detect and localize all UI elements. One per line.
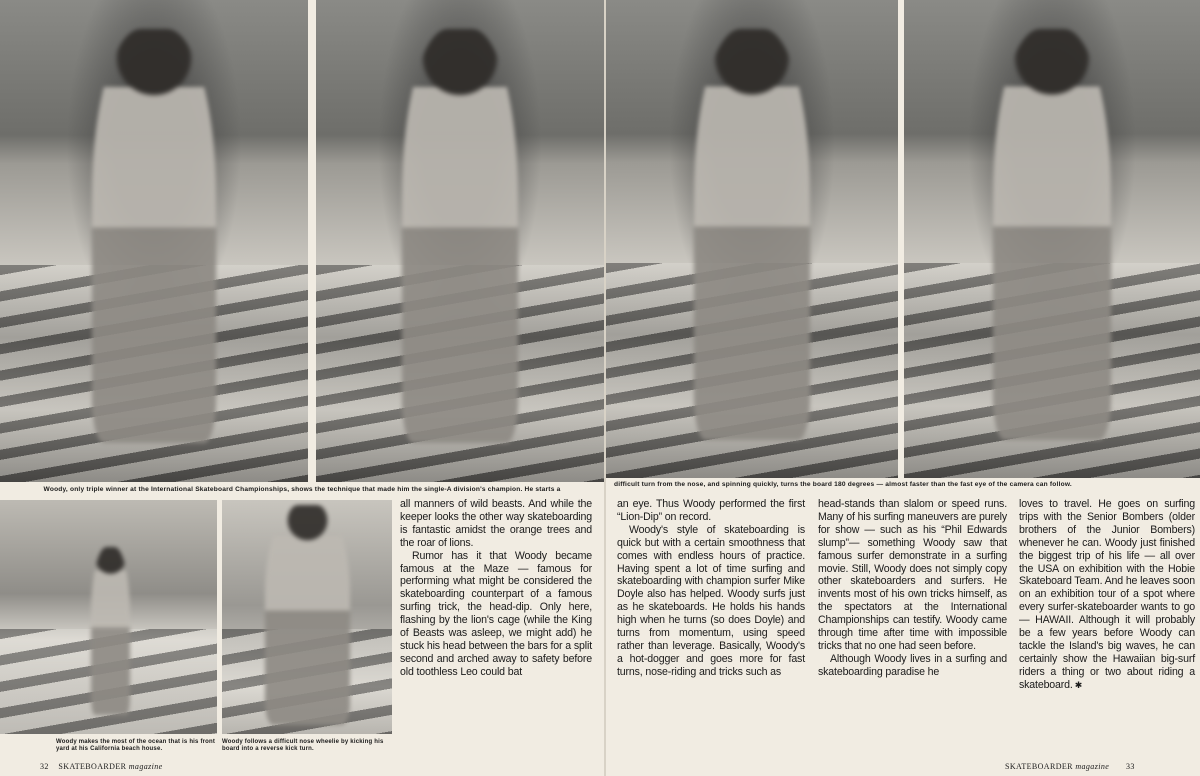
photo-nose-wheelie (222, 500, 392, 734)
page-number-left: 32 (40, 762, 49, 771)
skater-figure (694, 29, 811, 440)
paragraph (1019, 498, 1195, 692)
caption-ocean: Woody makes the most of the ocean that is his front yard at his California beach house. (56, 739, 216, 753)
paragraph: head-stands than slalom or speed runs. Many of his surfing maneuvers are purely for show — such as his “Phil Edwards slump”— something Woody saw that famous surfer demonstrate in a surfing movie. Still, Woody does not simply copy other skateboarders and surfers. He invents most of his own tricks himself, as the spectators at the International Championships can testify. Woody came through time after time with impossible tricks that no one had seen before. (818, 498, 1007, 652)
paragraph: an eye. Thus Woody performed the first “Lion-Dip” on record. (617, 498, 805, 523)
paragraph: all manners of wild beasts. And while the keeper looks the other way skateboarding is fantastic amidst the orange trees and the roar of lions. (400, 498, 592, 549)
photo-sequence-3 (606, 0, 898, 478)
photo-ocean (0, 500, 217, 734)
article-column-2 (617, 498, 805, 760)
skater-figure (265, 505, 350, 725)
photo-sequence-1 (0, 0, 308, 482)
page-gutter (604, 0, 606, 776)
caption-wheelie: Woody follows a difficult nose wheelie by kicking his board into a reverse kick turn. (222, 739, 384, 753)
magazine-suffix-right: magazine (1075, 762, 1110, 771)
magazine-name-right: SKATEBOARDER (1005, 762, 1073, 771)
skater-figure (402, 29, 517, 444)
photo-sequence-4 (904, 0, 1200, 478)
photo-sequence-2 (316, 0, 604, 482)
skater-figure (993, 29, 1111, 440)
magazine-suffix-left: magazine (128, 762, 163, 771)
paragraph: Although Woody lives in a surfing and skateboarding paradise he (818, 652, 1007, 678)
article-column-3 (818, 498, 1007, 760)
folio-right (1005, 762, 1135, 771)
skater-figure (91, 547, 130, 715)
article-column-1 (400, 498, 592, 754)
paragraph: Woody's style of skateboarding is quick but with a certain smoothness that comes with endless hours of practice. Having spent a lot of time surfing and skateboarding with champion surfer Mike Doyle also has helped. Woody surfs just as he skateboards. He holds his hands high when he turns (so does Doyle) and turns from momentum, using speed rather than leverage. Basically, Woody's a hot-dogger and goes more for fast turns, nose-riding and tricks such as (617, 523, 805, 678)
photo-caption-right: difficult turn from the nose, and spinning quickly, turns the board 180 degrees — almost faster than the fast eye of the camera can follow. (614, 481, 1072, 488)
end-mark-icon: ✱ (1074, 679, 1083, 690)
skater-figure (92, 29, 215, 444)
photo-caption-left: Woody, only triple winner at the International Skateboard Championships, shows the technique that made him the single-A division's champion. He starts a (43, 486, 561, 493)
page-number-right: 33 (1126, 762, 1135, 771)
paragraph-text: loves to travel. He goes on surfing trips with the Senior Bombers (older brothers of the Junior Bombers) whenever he can. Woody just finished the biggest trip of his life — all over the USA on exhibition with the Hobie Skateboard Team. And he leaves soon on an exhibition tour of a spot where every surfer-skateboarder wants to go — HAWAII. Although it will probably be a few years before Woody can tackle the Island's big waves, he can certainly show the Hawaiian big-surf riders a thing or two about riding a skateboard. (1019, 498, 1195, 691)
article-column-4 (1019, 498, 1195, 760)
paragraph: Rumor has it that Woody became famous at the Maze — famous for performing what might be considered the skateboarding counterpart of a famous surfing trick, the head-dip. Only here, flashing by the lion's cage (while the King of Beasts was asleep, we might add) he stuck his head between the bars for a split second and arched away to safety before old toothless Leo could bat (400, 549, 592, 678)
folio-left (40, 762, 163, 771)
magazine-name-left: SKATEBOARDER (58, 762, 127, 771)
